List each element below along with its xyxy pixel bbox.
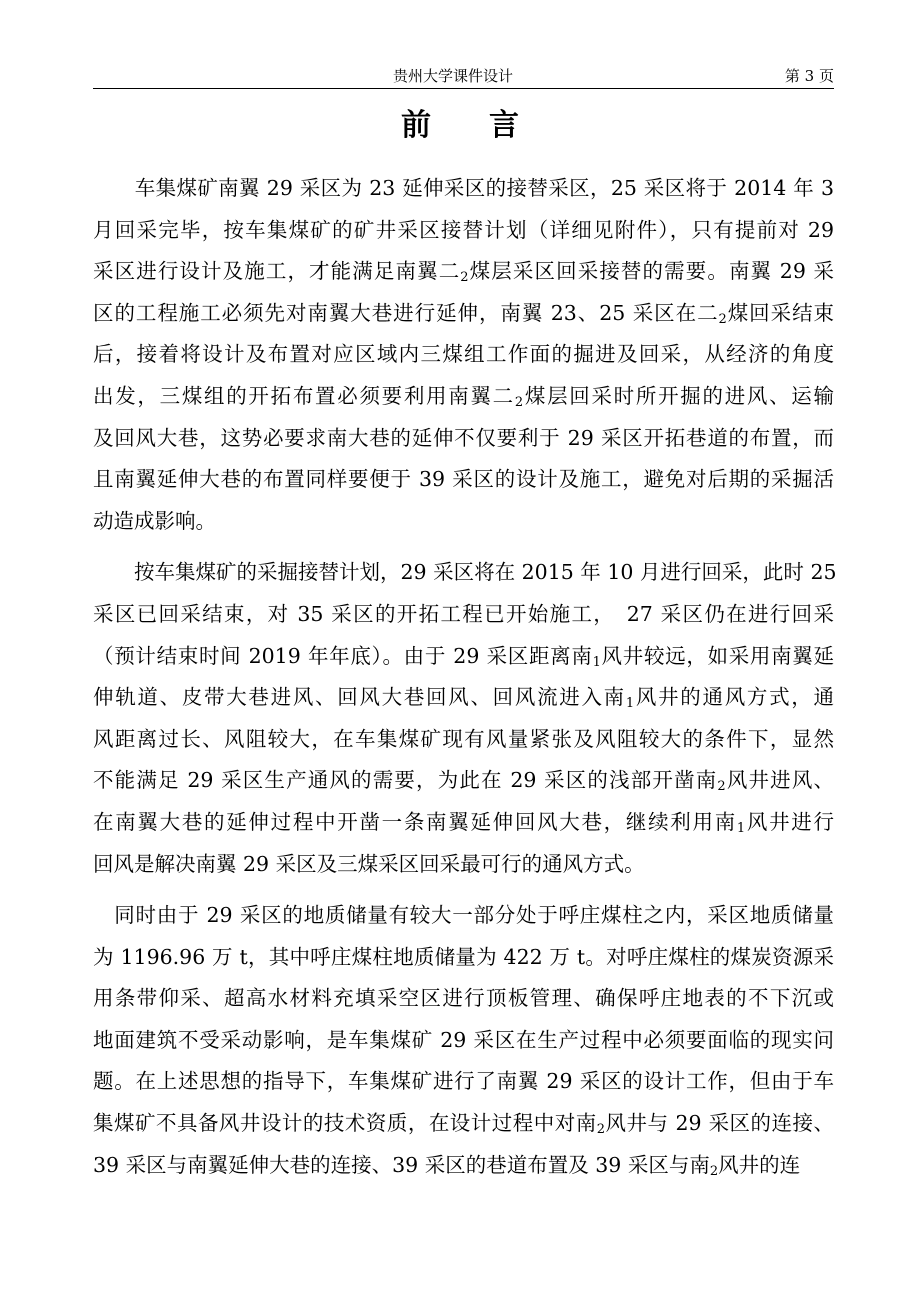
- header-title: 贵州大学课件设计: [393, 67, 514, 85]
- section-title: 前言: [401, 108, 577, 143]
- text-line: 区的工程施工必须先对南翼大巷进行延伸，南翼 23、25 采区在二$_2$煤回采结束: [93, 300, 835, 327]
- subscript: 2: [718, 311, 727, 327]
- text-line: 动造成影响。: [93, 508, 216, 533]
- paragraph: [93, 168, 834, 542]
- subscript: 1: [736, 820, 746, 836]
- text-line: 后，接着将设计及布置对应区域内三煤组工作面的掘进及回采，从经济的角度: [93, 342, 834, 367]
- text-line: 回风是解决南翼 29 采区及三煤采区回采最可行的通风方式。: [93, 851, 645, 876]
- paragraph: [93, 895, 834, 1186]
- text-line: 为 1196.96 万 t，其中呼庄煤柱地质储量为 422 万 t。对呼庄煤柱的煤炭资源采: [93, 944, 834, 969]
- body-text: [93, 168, 837, 1186]
- text-line: 且南翼延伸大巷的布置同样要便于 39 采区的设计及施工，避免对后期的采掘活: [93, 467, 834, 492]
- text-line: 车集煤矿南翼 29 采区为 23 延伸采区的接替采区，25 采区将于 2014 年 3: [93, 176, 834, 200]
- subscript: 1: [625, 696, 635, 712]
- subscript: 2: [596, 1122, 606, 1138]
- text-line: （预计结束时间 2019 年年底）。由于 29 采区距离南$_1$风井较远，如采用南翼延: [93, 643, 835, 670]
- text-line: 同时由于 29 采区的地质储量有较大一部分处于呼庄煤柱之内，采区地质储量: [93, 903, 834, 928]
- text-line: 地面建筑不受采动影响，是车集煤矿 29 采区在生产过程中必须要面临的现实问: [93, 1027, 834, 1052]
- header-page-number: 第 3 页: [784, 67, 834, 85]
- text-line: 不能满足 29 采区生产通风的需要，为此在 29 采区的浅部开凿南$_2$风井进风、: [93, 768, 834, 795]
- text-line: 伸轨道、皮带大巷进风、回风大巷回风、回风流进入南$_1$风井的通风方式，通: [93, 685, 835, 712]
- text-line: 风距离过长、风阻较大，在车集煤矿现有风量紧张及风阻较大的条件下，显然: [93, 726, 834, 751]
- text-line: 采区进行设计及施工，才能满足南翼二$_2$煤层采区回采接替的需要。南翼 29 采: [93, 259, 834, 286]
- subscript: 2: [514, 394, 524, 410]
- text-line: 月回采完毕，按车集煤矿的矿井采区接替计划（详细见附件），只有提前对 29: [93, 217, 834, 242]
- text-line: 采区已回采结束，对 35 采区的开拓工程已开始施工， 27 采区仍在进行回采: [93, 601, 834, 626]
- subscript: 1: [592, 654, 601, 670]
- text-line: 题。在上述思想的指导下，车集煤矿进行了南翼 29 采区的设计工作，但由于车: [93, 1069, 834, 1094]
- text-line: 及回风大巷，这势必要求南大巷的延伸不仅要利于 29 采区开拓巷道的布置，而: [93, 425, 834, 450]
- text-line: 在南翼大巷的延伸过程中开凿一条南翼延伸回风大巷，继续利用南$_1$风井进行: [93, 809, 835, 836]
- paragraph: [93, 552, 837, 885]
- text-line: 用条带仰采、超高水材料充填采空区进行顶板管理、确保呼庄地表的不下沉或: [93, 986, 834, 1011]
- text-line: 按车集煤矿的采掘接替计划，29 采区将在 2015 年 10 月进行回采，此时 25: [93, 560, 837, 585]
- subscript: 2: [717, 779, 726, 795]
- page-header: [93, 62, 834, 89]
- subscript: 2: [709, 1163, 719, 1179]
- text-line: 39 采区与南翼延伸大巷的连接、39 采区的巷道布置及 39 采区与南$_2$风井的连: [93, 1152, 801, 1179]
- subscript: 2: [460, 270, 469, 286]
- text-line: 集煤矿不具备风井设计的技术资质，在设计过程中对南$_2$风井与 29 采区的连接、: [93, 1111, 835, 1138]
- text-line: 出发，三煤组的开拓布置必须要利用南翼二$_2$煤层回采时所开掘的进风、运输: [93, 383, 835, 410]
